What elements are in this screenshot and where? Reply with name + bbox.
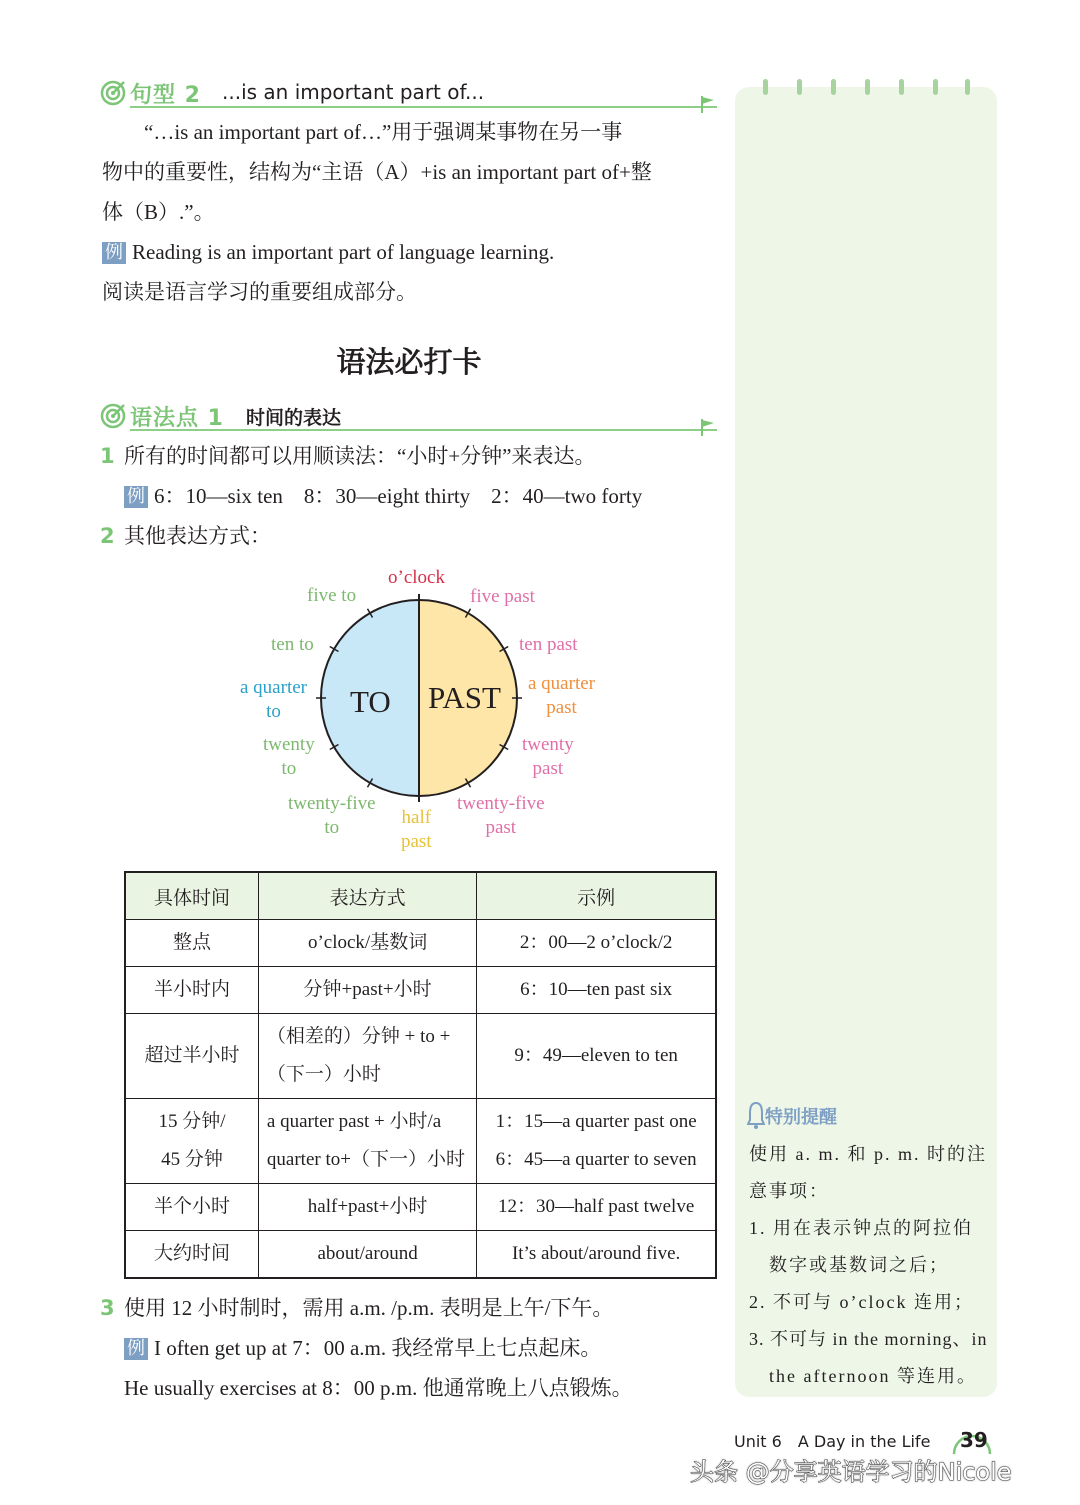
table-cell: 整点 [125,920,258,967]
point-3 [100,1288,730,1328]
point-text: 使用 12 小时制时，需用 a.m. /p.m. 表明是上午/下午。 [124,1296,614,1320]
table-cell: 1：15—a quarter past one 6：45—a quarter to seven [477,1099,716,1184]
sidebar-line: 使用 a. m. 和 p. m. 时的注 [749,1144,987,1164]
table-cell: half+past+小时 [258,1184,476,1231]
section-tag: 句型 2 [130,83,201,108]
binder-ring [865,79,870,95]
sidebar-line: 数字或基数词之后； [769,1255,949,1275]
clock-past-label: PAST [428,680,501,715]
clock-to-label: TO [350,684,391,719]
table-cell: 分钟+past+小时 [258,967,476,1014]
pattern-explanation-1: “…is an important part of…”用于强调某事物在另一事 [144,120,623,144]
table-header: 表达方式 [258,872,476,920]
binder-ring [797,79,802,95]
flag-icon [699,94,717,114]
table-cell: o’clock/基数词 [258,920,476,967]
table-cell: 大约时间 [125,1231,258,1279]
sidebar-title: 特别提醒 [765,1107,837,1128]
point-1 [100,436,720,476]
clock-diagram [300,580,540,820]
label-five-to: five to [307,585,357,606]
point-text: 所有的时间都可以用顺读法：“小时+分钟”来表达。 [124,444,596,468]
footer-unit: Unit 6 A Day in the Life [734,1432,931,1451]
label-half-past: half past [401,807,432,852]
label-twenty-past: twenty past [522,734,574,779]
table-cell: It’s about/around five. [477,1231,716,1279]
pattern-explanation-2: 物中的重要性，结构为“主语（A）+is an important part of+整 [102,160,652,184]
target-icon [100,403,126,429]
pattern-explanation-3: 体（B）.”。 [102,200,215,224]
section-tag: 语法点 1 [130,406,224,431]
section-header-grammar-point [100,401,717,431]
sidebar-line: 2. 不可与 o’clock 连用； [749,1292,974,1312]
table-row [125,1014,716,1099]
table-row [125,920,716,967]
binder-ring [933,79,938,95]
sidebar-line: 1. 用在表示钟点的阿拉伯 [749,1218,973,1238]
table-cell: 15 分钟/ 45 分钟 [125,1099,258,1184]
section-rule [130,429,717,431]
table-cell: a quarter past + 小时/a quarter to+（下一）小时 [258,1099,476,1184]
binder-ring [965,79,970,95]
section-title: 时间的表达 [246,407,342,429]
example-label: 例 [124,1338,148,1360]
label-oclock: o’clock [388,567,445,588]
example-text: 6：10—six ten 8：30—eight thirty 2：40—two forty [154,484,643,508]
label-twentyfive-to: twenty-five to [288,793,376,838]
table-row [125,967,716,1014]
point-number: 1 [100,444,115,468]
table-row [125,1184,716,1231]
example-label: 例 [124,486,148,508]
table-cell: 6：10—ten past six [477,967,716,1014]
example-translation: 阅读是语言学习的重要组成部分。 [102,280,417,304]
grammar-title: 语法必打卡 [336,345,482,379]
label-ten-past: ten past [519,634,578,655]
label-twenty-to: twenty to [263,734,315,779]
example-sentence: Reading is an important part of language learning. [132,240,555,264]
example-label: 例 [102,242,126,264]
label-quarter-past: a quarter past [528,673,595,718]
point-3-example-1 [124,1328,734,1368]
flag-icon [699,417,717,437]
table-row [125,1099,716,1184]
section-header-sentence-pattern [100,78,717,108]
table-cell: 2：00—2 o’clock/2 [477,920,716,967]
binder-ring [899,79,904,95]
watermark: 头条 @分享英语学习的Nicole [690,1458,1012,1486]
table-cell: （相差的）分钟 + to + （下一）小时 [258,1014,476,1099]
point-1-example [124,476,724,516]
point-3-example-2: He usually exercises at 8：00 p.m. 他通常晚上八点锻炼。 [124,1376,633,1400]
table-cell: about/around [258,1231,476,1279]
label-quarter-to: a quarter to [240,677,307,722]
table-cell: 半小时内 [125,967,258,1014]
pattern-example [102,232,722,272]
point-2 [100,516,720,556]
label-ten-to: ten to [271,634,314,655]
table-cell: 12：30—half past twelve [477,1184,716,1231]
table-cell: 9：49—eleven to ten [477,1014,716,1099]
time-expression-table [124,871,717,1279]
point-number: 2 [100,524,115,548]
section-rule [130,106,717,108]
page-number: 39 [960,1428,988,1452]
sidebar-line: the afternoon 等连用。 [769,1366,977,1386]
binder-ring [831,79,836,95]
table-header-row [125,872,716,920]
table-row [125,1231,716,1279]
label-twentyfive-past: twenty-five past [457,793,545,838]
label-five-past: five past [470,586,535,607]
section-title: ...is an important part of... [222,80,485,104]
table-cell: 超过半小时 [125,1014,258,1099]
table-header: 示例 [477,872,716,920]
bell-icon [747,1100,765,1130]
target-icon [100,80,126,106]
point-text: 其他表达方式： [124,524,271,548]
sidebar-line: 意事项： [749,1181,829,1201]
table-cell: 半个小时 [125,1184,258,1231]
table-header: 具体时间 [125,872,258,920]
example-text: I often get up at 7：00 a.m. 我经常早上七点起床。 [154,1336,602,1360]
binder-ring [763,79,768,95]
sidebar-line: 3. 不可与 in the morning、in [749,1329,988,1349]
point-number: 3 [100,1296,115,1320]
